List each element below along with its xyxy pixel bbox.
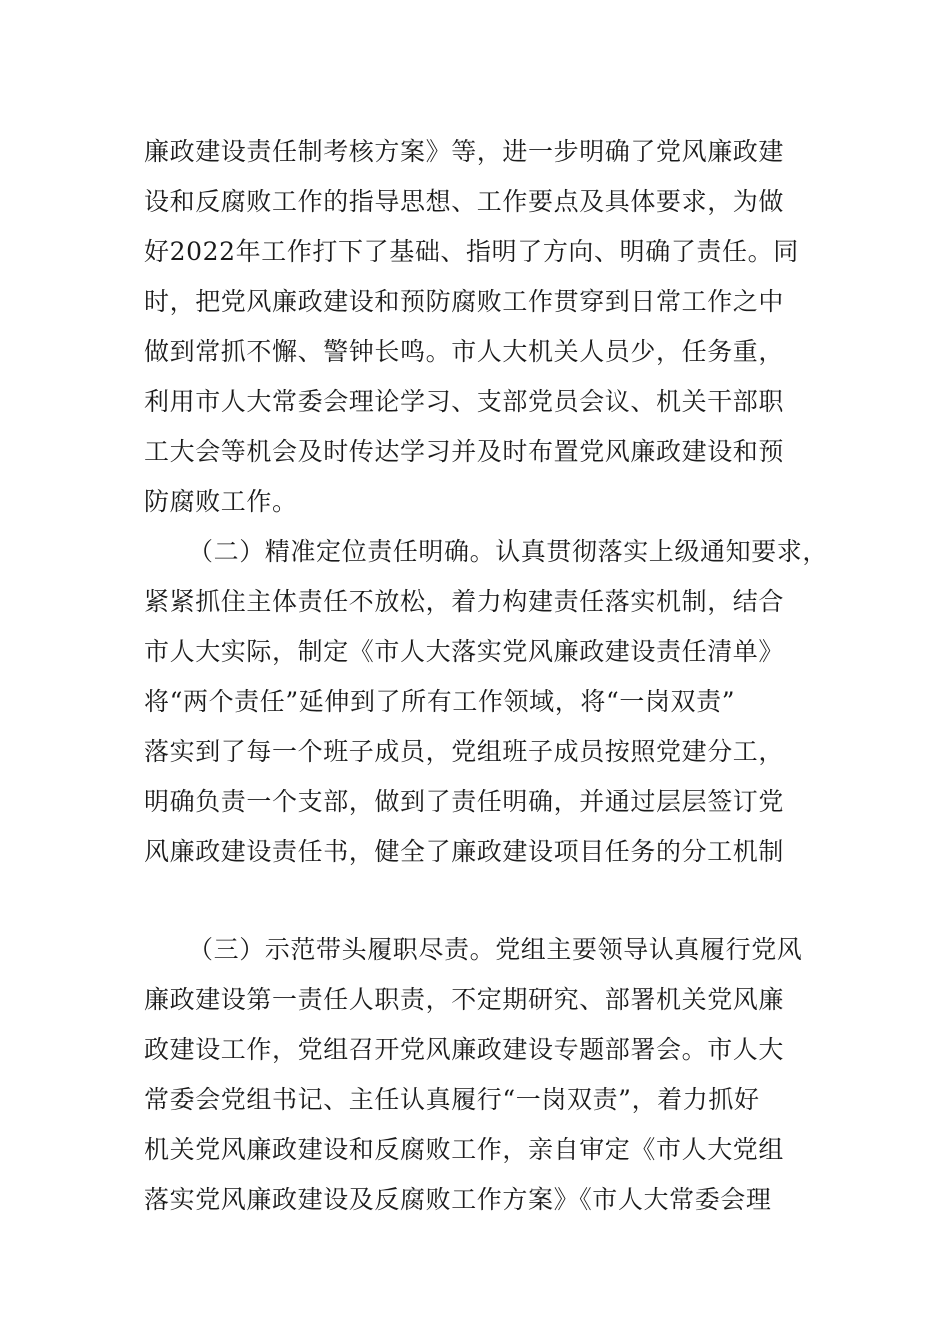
text-line: 做到常抓不懈、警钟长鸣。市人大机关人员少，任务重， (144, 337, 785, 366)
text-line: 防腐败工作。 (144, 487, 298, 516)
text-line: 落实党风廉政建设及反腐败工作方案》《市人大常委会理 (144, 1185, 772, 1214)
text-line: 风廉政建设责任书，健全了廉政建设项目任务的分工机制 (144, 837, 785, 866)
text-line: 廉政建设责任制考核方案》等，进一步明确了党风廉政建 (144, 137, 785, 166)
text-line: 机关党风廉政建设和反腐败工作，亲自审定《市人大党组 (144, 1135, 785, 1164)
text-line: 廉政建设第一责任人职责，不定期研究、部署机关党风廉 (144, 985, 785, 1014)
text-line: 好2022年工作打下了基础、指明了方向、明确了责任。同 (144, 237, 799, 266)
text-line: 市人大实际，制定《市人大落实党风廉政建设责任清单》 (144, 637, 785, 666)
text-line: 工大会等机会及时传达学习并及时布置党风廉政建设和预 (144, 437, 785, 466)
text-line: 紧紧抓住主体责任不放松，着力构建责任落实机制，结合 (144, 587, 785, 616)
text-line: 将“两个责任”延伸到了所有工作领域，将“一岗双责” (144, 687, 736, 716)
text-line: 时，把党风廉政建设和预防腐败工作贯穿到日常工作之中 (144, 287, 785, 316)
text-line: 常委会党组书记、主任认真履行“一岗双责”，着力抓好 (144, 1085, 760, 1114)
text-line: 政建设工作，党组召开党风廉政建设专题部署会。市人大 (144, 1035, 785, 1064)
text-line: （二）精准定位责任明确。认真贯彻落实上级通知要求， (188, 537, 829, 566)
text-line: （三）示范带头履职尽责。党组主要领导认真履行党风 (188, 935, 803, 964)
text-line: 明确负责一个支部，做到了责任明确，并通过层层签订党 (144, 787, 785, 816)
text-line: 设和反腐败工作的指导思想、工作要点及具体要求，为做 (144, 187, 785, 216)
text-line: 利用市人大常委会理论学习、支部党员会议、机关干部职 (144, 387, 785, 416)
text-line: 落实到了每一个班子成员，党组班子成员按照党建分工， (144, 737, 785, 766)
